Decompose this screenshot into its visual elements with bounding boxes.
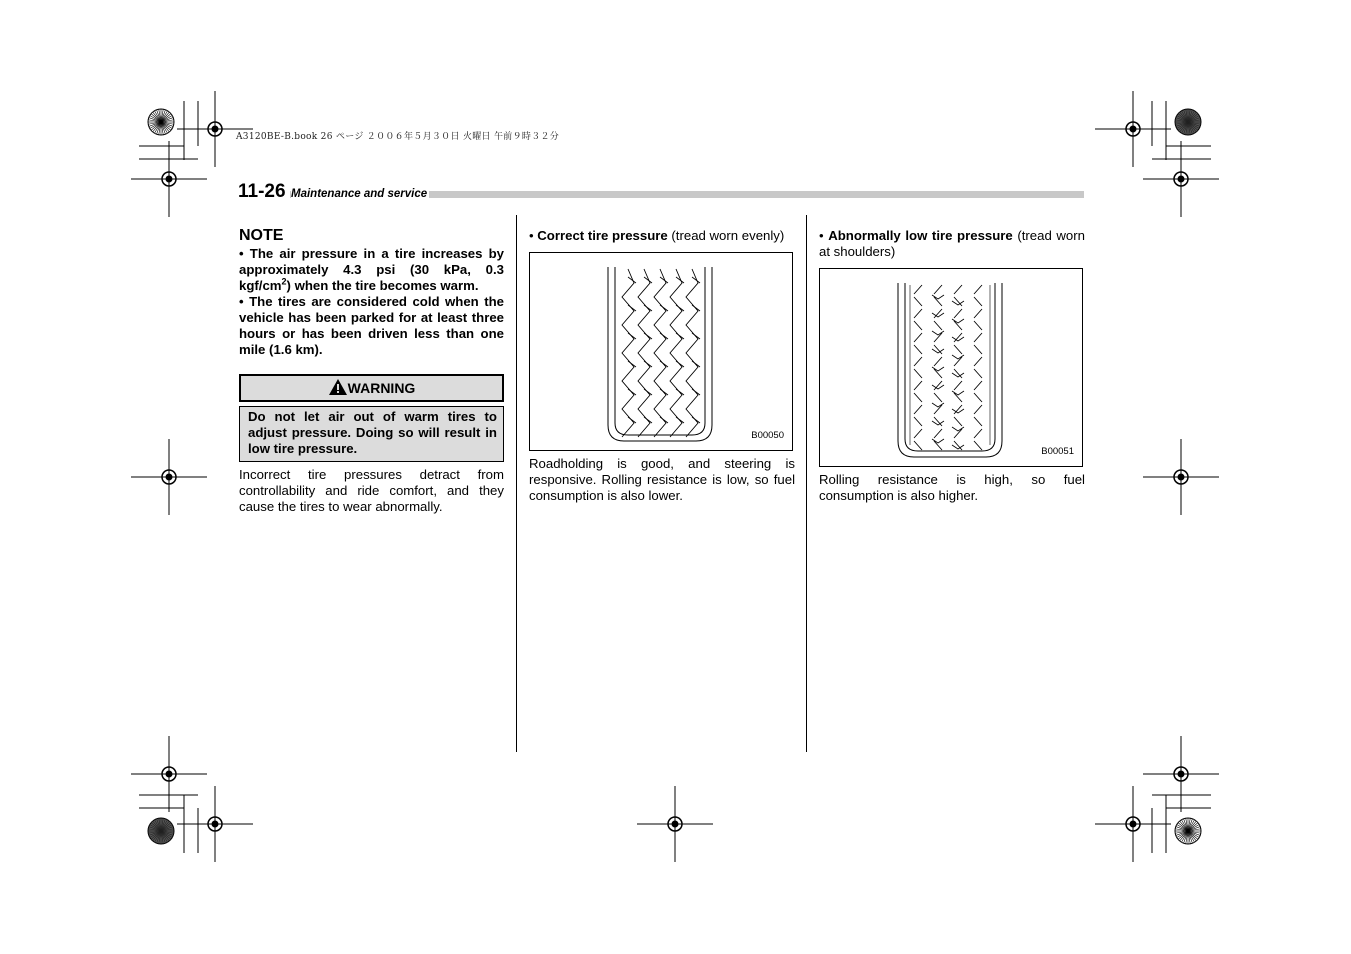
tire-even-wear-illustration	[530, 253, 792, 450]
figure-correct-pressure	[529, 252, 793, 451]
figure-id: B00051	[1041, 446, 1074, 457]
printer-slug-line: A3120BE-B.book 26 ページ ２００６年５月３０日 火曜日 午前９時３２分	[236, 132, 560, 142]
column-divider-2	[806, 215, 807, 752]
note-bullet-1-text-b: ) when the tire becomes warm.	[286, 278, 479, 293]
section-title: Maintenance and service	[291, 188, 428, 200]
note-bullet-1: • The air pressure in a tire increases by approximately 4.3 psi (30 kPa, 0.3 kgf/$cm^2$) when the tire becomes warm.	[239, 246, 504, 293]
warning-label: WARNING	[347, 380, 416, 396]
low-pressure-rest: (tread worn at shoulders)	[819, 228, 1085, 259]
correct-pressure-rest: (tread worn evenly)	[667, 228, 785, 243]
warning-triangle-icon	[328, 378, 348, 396]
column-left	[239, 228, 504, 515]
note-bullet-1-text-a: The air pressure in a tire increases by approximately 4.3 psi (30 kPa, 0.3 kgf/cm	[239, 246, 504, 293]
low-pressure-bold: Abnormally low tire pressure	[828, 228, 1013, 243]
note-title: NOTE	[239, 227, 284, 244]
note-bullet-2: • The tires are considered cold when the vehicle has been parked for at least three hours or has been driven less than one mile (1.6 km).	[239, 294, 504, 357]
note-bullet-2-text: The tires are considered cold when the vehicle has been parked for at least three hours or has been driven less than one mile (1.6 km).	[239, 294, 504, 357]
column-right	[819, 228, 1085, 504]
figure-low-pressure	[819, 268, 1083, 467]
incorrect-pressure-paragraph: Incorrect tire pressures detract from controllability and ride comfort, and they cause the tires to wear abnormally.	[239, 467, 504, 514]
correct-pressure-bold: Correct tire pressure	[537, 228, 668, 243]
column-middle	[529, 228, 795, 504]
warning-header	[239, 374, 504, 402]
figure-id: B00050	[751, 430, 784, 441]
low-pressure-heading: • Abnormally low tire pressure (tread worn at shoulders)	[819, 228, 1085, 259]
low-pressure-caption: Rolling resistance is high, so fuel consumption is also higher.	[819, 472, 1085, 503]
warning-text: Do not let air out of warm tires to adjust pressure. Doing so will result in low tire pressure.	[239, 406, 504, 462]
tire-shoulder-wear-illustration	[820, 269, 1082, 466]
note-bullet-1-superscript: 2	[281, 276, 287, 287]
column-divider-1	[516, 215, 517, 752]
correct-pressure-caption: Roadholding is good, and steering is responsive. Rolling resistance is low, so fuel consumption is also lower.	[529, 456, 795, 503]
page-number: 11-26	[238, 181, 286, 202]
correct-pressure-heading: • Correct tire pressure (tread worn evenly)	[529, 228, 785, 243]
